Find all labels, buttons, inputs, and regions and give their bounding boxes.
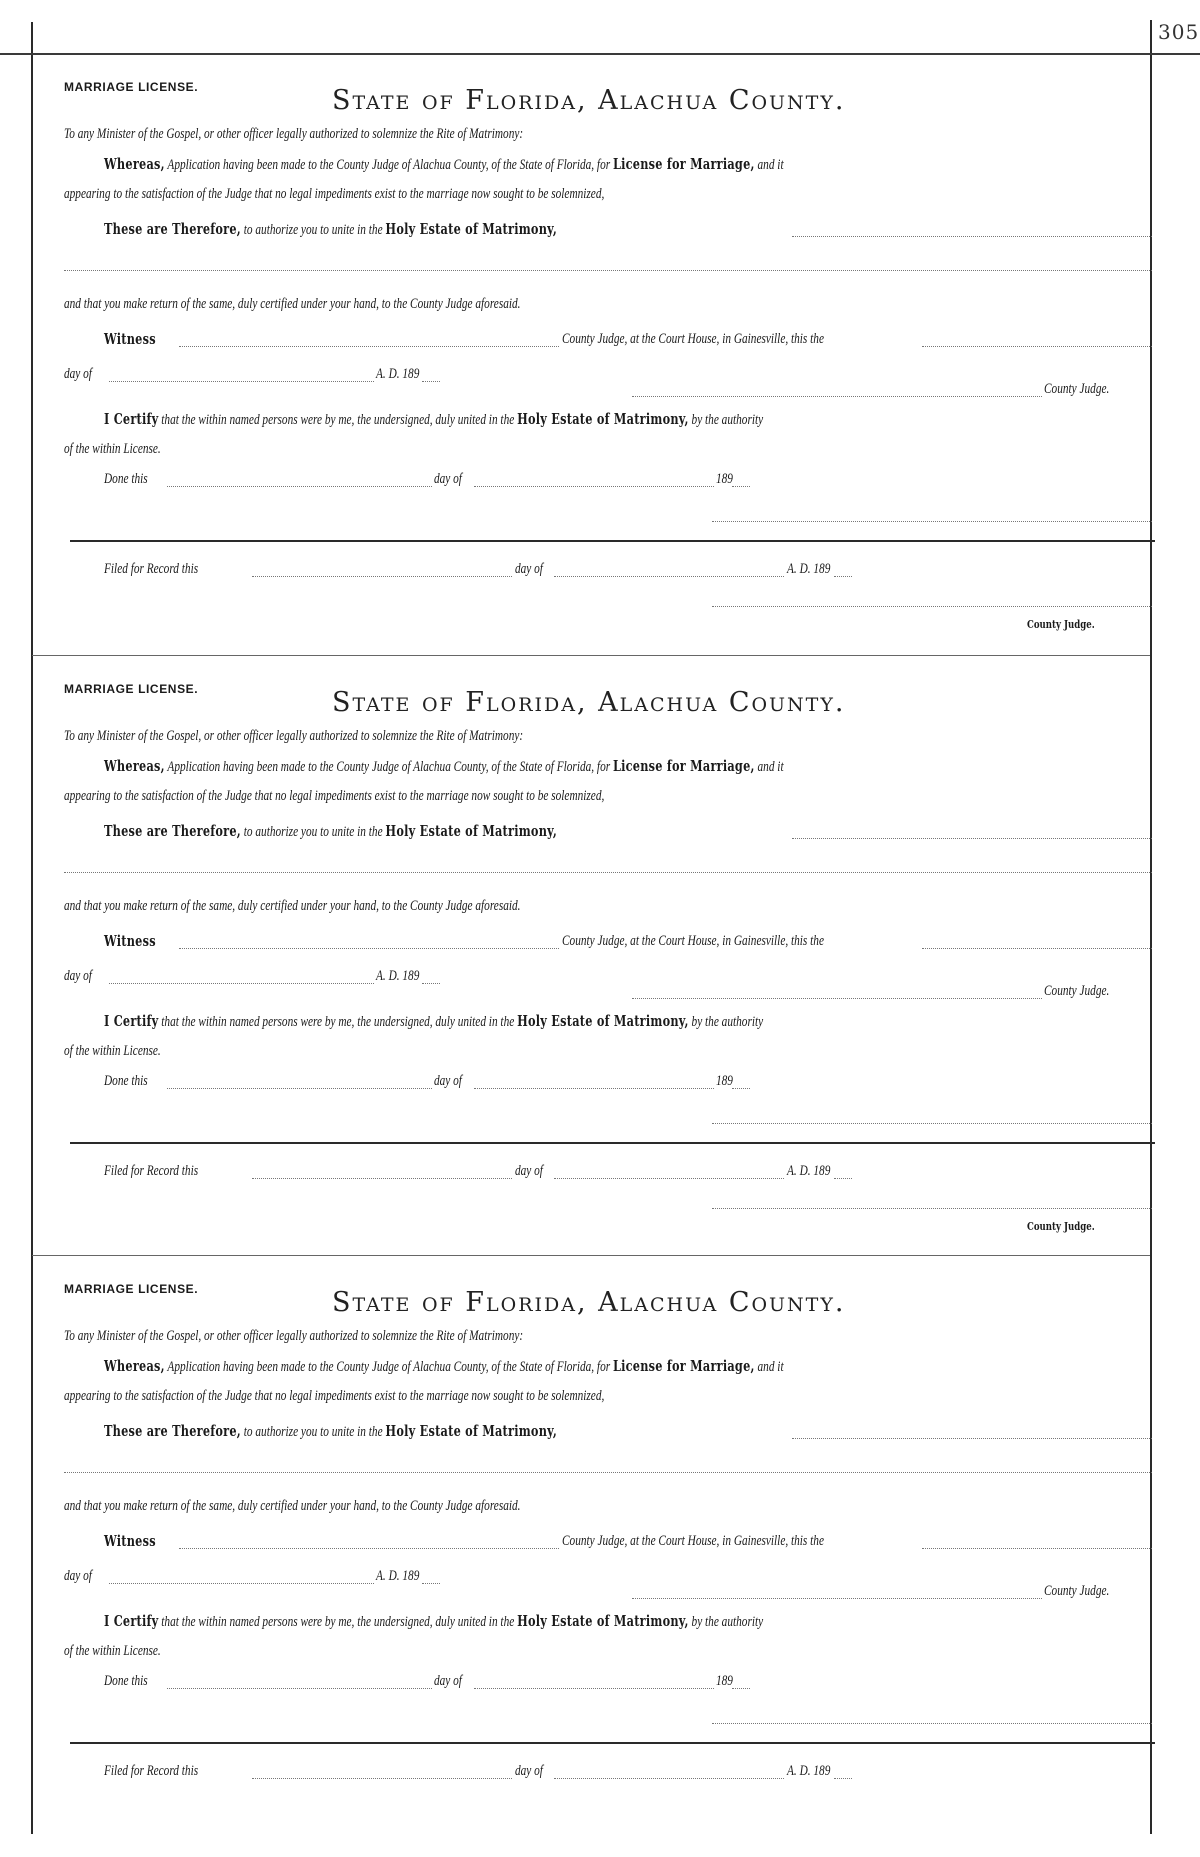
filed-for-record-label: Filed for Record this (104, 561, 199, 577)
filed-day-of-label: day of (515, 1763, 543, 1779)
whereas-text: Application having been made to the County Judge of Alachua County, of the State of Florida, for (167, 1359, 611, 1375)
whereas-line (104, 156, 784, 174)
done-day-of-label: day of (434, 471, 462, 487)
day-of-label: day of (64, 968, 92, 984)
authorize-text: to authorize you to unite in the (243, 222, 383, 238)
these-are-line (104, 1423, 557, 1441)
done-month-blank[interactable] (474, 1088, 714, 1089)
ad-189-label: A. D. 189 (376, 1568, 420, 1584)
county-judge-label: County Judge. (1044, 381, 1110, 397)
names-blank-1[interactable] (792, 1438, 1152, 1439)
section-rule (70, 540, 1155, 542)
these-are-therefore: These are Therefore, (104, 1423, 241, 1440)
form-title: State of Florida, Alachua County. (332, 687, 846, 718)
judge-signature-blank[interactable] (632, 998, 1042, 999)
these-are-therefore: These are Therefore, (104, 221, 241, 238)
ad-189-label: A. D. 189 (376, 366, 420, 382)
page-number: 305 (1158, 20, 1200, 44)
witness-word: Witness (104, 331, 156, 348)
whereas-line (104, 1358, 784, 1376)
certify-holy-estate: Holy Estate of Matrimony, (517, 1013, 689, 1030)
witness-judge-blank[interactable] (179, 1548, 559, 1549)
court-text: County Judge, at the Court House, in Gainesville, this the (562, 1533, 824, 1549)
whereas-end: and it (757, 157, 784, 173)
day-of-label: day of (64, 1568, 92, 1584)
certify-text: that the within named persons were by me, the undersigned, duly united in the (161, 1614, 515, 1630)
these-are-line (104, 221, 557, 239)
certify-end: by the authority (691, 412, 764, 428)
filed-year-blank[interactable] (834, 1178, 852, 1179)
filed-ad-189-label: A. D. 189 (787, 1163, 831, 1179)
whereas-end: and it (757, 1359, 784, 1375)
appearing-line: appearing to the satisfaction of the Judge that no legal impediments exist to the marriage now sought to be solemnized, (64, 1388, 605, 1404)
appearing-line: appearing to the satisfaction of the Judge that no legal impediments exist to the marriage now sought to be solemnized, (64, 788, 605, 804)
witness-day-blank[interactable] (922, 948, 1152, 949)
whereas-text: Application having been made to the County Judge of Alachua County, of the State of Florida, for (167, 759, 611, 775)
certify-text: that the within named persons were by me, the undersigned, duly united in the (161, 1014, 515, 1030)
done-day-blank[interactable] (167, 486, 432, 487)
holy-estate: Holy Estate of Matrimony, (385, 1423, 558, 1440)
county-judge-label: County Judge. (1044, 1583, 1110, 1599)
filed-day-blank[interactable] (252, 576, 512, 577)
appearing-line: appearing to the satisfaction of the Judge that no legal impediments exist to the marriage now sought to be solemnized, (64, 186, 605, 202)
certify-holy-estate: Holy Estate of Matrimony, (517, 1613, 689, 1630)
section-divider (32, 655, 1150, 656)
marriage-license-form (32, 657, 1150, 1257)
filed-year-blank[interactable] (834, 576, 852, 577)
done-month-blank[interactable] (474, 1688, 714, 1689)
day-of-blank[interactable] (109, 983, 374, 984)
whereas-word: Whereas, (104, 758, 165, 775)
license-for-marriage: License for Marriage, (612, 1358, 755, 1375)
certify-text: that the within named persons were by me, the undersigned, duly united in the (161, 412, 515, 428)
i-certify: I Certify (104, 411, 159, 428)
form-label: MARRIAGE LICENSE. (64, 1282, 199, 1296)
ad-189-label: A. D. 189 (376, 968, 420, 984)
judge-signature-blank[interactable] (632, 1598, 1042, 1599)
return-line: and that you make return of the same, duly certified under your hand, to the County Judge aforesaid. (64, 898, 521, 914)
witness-word: Witness (104, 933, 156, 950)
authorize-text: to authorize you to unite in the (243, 1424, 383, 1440)
form-title: State of Florida, Alachua County. (332, 1287, 846, 1318)
names-blank-2[interactable] (64, 1472, 1152, 1473)
whereas-end: and it (757, 759, 784, 775)
witness-day-blank[interactable] (922, 1548, 1152, 1549)
whereas-word: Whereas, (104, 1358, 165, 1375)
names-blank-1[interactable] (792, 838, 1152, 839)
within-license: of the within License. (64, 1643, 161, 1659)
witness-judge-blank[interactable] (179, 346, 559, 347)
witness-line (104, 1533, 156, 1551)
witness-line (104, 933, 156, 951)
section-rule (70, 1742, 1155, 1744)
form-label: MARRIAGE LICENSE. (64, 682, 199, 696)
filed-day-of-label: day of (515, 561, 543, 577)
done-189-label: 189 (716, 1673, 733, 1689)
footer-judge-blank[interactable] (712, 606, 1152, 607)
done-year-blank[interactable] (732, 1688, 750, 1689)
day-of-blank[interactable] (109, 1583, 374, 1584)
license-for-marriage: License for Marriage, (612, 758, 755, 775)
filed-month-blank[interactable] (554, 1778, 784, 1779)
done-189-label: 189 (716, 1073, 733, 1089)
witness-line (104, 331, 156, 349)
day-of-label: day of (64, 366, 92, 382)
filed-ad-189-label: A. D. 189 (787, 1763, 831, 1779)
judge-signature-blank[interactable] (632, 396, 1042, 397)
names-blank-2[interactable] (64, 270, 1152, 271)
year-blank[interactable] (422, 1583, 440, 1584)
whereas-word: Whereas, (104, 156, 165, 173)
footer-judge-blank[interactable] (712, 1208, 1152, 1209)
done-189-label: 189 (716, 471, 733, 487)
footer-county-judge: County Judge. (1027, 618, 1095, 631)
day-of-blank[interactable] (109, 381, 374, 382)
authorize-text: to authorize you to unite in the (243, 824, 383, 840)
filed-month-blank[interactable] (554, 1178, 784, 1179)
filed-for-record-label: Filed for Record this (104, 1763, 199, 1779)
right-border (1150, 20, 1152, 1834)
done-day-of-label: day of (434, 1673, 462, 1689)
form-label: MARRIAGE LICENSE. (64, 80, 199, 94)
whereas-text: Application having been made to the County Judge of Alachua County, of the State of Florida, for (167, 157, 611, 173)
return-line: and that you make return of the same, duly certified under your hand, to the County Judge aforesaid. (64, 1498, 521, 1514)
certify-end: by the authority (691, 1614, 764, 1630)
done-this-label: Done this (104, 471, 148, 487)
certify-line (104, 411, 763, 429)
officiant-signature-blank[interactable] (712, 521, 1152, 522)
these-are-therefore: These are Therefore, (104, 823, 241, 840)
done-this-label: Done this (104, 1073, 148, 1089)
filed-for-record-label: Filed for Record this (104, 1163, 199, 1179)
address-line: To any Minister of the Gospel, or other officer legally authorized to solemnize the Rite of Matrimony: (64, 126, 524, 142)
certify-line (104, 1013, 763, 1031)
done-day-blank[interactable] (167, 1688, 432, 1689)
i-certify: I Certify (104, 1013, 159, 1030)
section-rule (70, 1142, 1155, 1144)
county-judge-label: County Judge. (1044, 983, 1110, 999)
certify-holy-estate: Holy Estate of Matrimony, (517, 411, 689, 428)
holy-estate: Holy Estate of Matrimony, (385, 221, 558, 238)
names-blank-2[interactable] (64, 872, 1152, 873)
filed-day-of-label: day of (515, 1163, 543, 1179)
filed-year-blank[interactable] (834, 1778, 852, 1779)
done-year-blank[interactable] (732, 1088, 750, 1089)
filed-ad-189-label: A. D. 189 (787, 561, 831, 577)
certify-end: by the authority (691, 1014, 764, 1030)
done-this-label: Done this (104, 1673, 148, 1689)
filed-day-blank[interactable] (252, 1178, 512, 1179)
within-license: of the within License. (64, 1043, 161, 1059)
return-line: and that you make return of the same, duly certified under your hand, to the County Judge aforesaid. (64, 296, 521, 312)
officiant-signature-blank[interactable] (712, 1123, 1152, 1124)
names-blank-1[interactable] (792, 236, 1152, 237)
done-year-blank[interactable] (732, 486, 750, 487)
holy-estate: Holy Estate of Matrimony, (385, 823, 558, 840)
marriage-license-form (32, 1257, 1150, 1857)
address-line: To any Minister of the Gospel, or other officer legally authorized to solemnize the Rite of Matrimony: (64, 1328, 524, 1344)
witness-day-blank[interactable] (922, 346, 1152, 347)
witness-judge-blank[interactable] (179, 948, 559, 949)
marriage-license-form (32, 55, 1150, 655)
court-text: County Judge, at the Court House, in Gainesville, this the (562, 331, 824, 347)
address-line: To any Minister of the Gospel, or other officer legally authorized to solemnize the Rite of Matrimony: (64, 728, 524, 744)
done-month-blank[interactable] (474, 486, 714, 487)
license-for-marriage: License for Marriage, (612, 156, 755, 173)
certify-line (104, 1613, 763, 1631)
within-license: of the within License. (64, 441, 161, 457)
filed-month-blank[interactable] (554, 576, 784, 577)
witness-word: Witness (104, 1533, 156, 1550)
done-day-blank[interactable] (167, 1088, 432, 1089)
year-blank[interactable] (422, 983, 440, 984)
footer-county-judge: County Judge. (1027, 1220, 1095, 1233)
i-certify: I Certify (104, 1613, 159, 1630)
form-title: State of Florida, Alachua County. (332, 85, 846, 116)
done-day-of-label: day of (434, 1073, 462, 1089)
filed-day-blank[interactable] (252, 1778, 512, 1779)
year-blank[interactable] (422, 381, 440, 382)
court-text: County Judge, at the Court House, in Gainesville, this the (562, 933, 824, 949)
these-are-line (104, 823, 557, 841)
whereas-line (104, 758, 784, 776)
officiant-signature-blank[interactable] (712, 1723, 1152, 1724)
